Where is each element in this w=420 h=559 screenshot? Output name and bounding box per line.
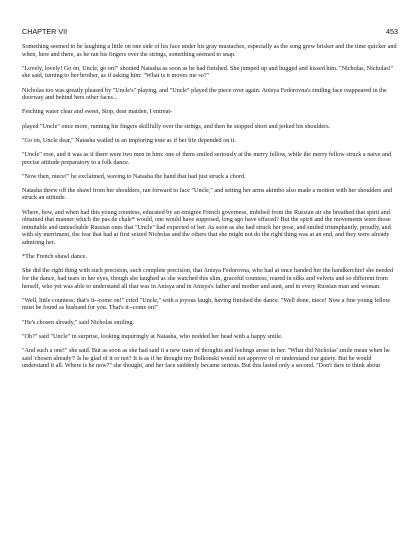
page-number: 453 — [386, 27, 398, 36]
paragraph: "Uncle" rose, and it was as if there were two men in him: one of them smiled seriously at the merry fellow, while the merry fellow struck a naive and precise attitude preparatory to a folk dance. — [22, 150, 392, 166]
paragraph: Natasha threw off the shawl from her shoulders, ran forward to face "Uncle," and setting her arms akimbo also made a motion with her shoulders and struck an attitude. — [22, 186, 393, 202]
book-page — [22, 0, 400, 559]
paragraph: She did the right thing with such precision, such complete precision, that Anisya Fedorovna, who had at once handed her the handkerchief she needed for the dance, had tears in her eyes, though she laughed as she watched this slim, graceful countess, reared in silks and velvets and so different from herself, who yet was able to understand all that was in Anisya and in Anisya's father and mother and aunt, and in every Russian man and woman. — [22, 267, 394, 290]
page-header — [22, 28, 398, 38]
paragraph: "Lovely, lovely! Go on, Uncle, go on!" shouted Natasha as soon as he had finished. She jumped up and hugged and kissed him. "Nicholas, Nicholas!" she said, turning to her brother, as if asking him: "What is it moves me so?" — [22, 64, 394, 80]
footnote: *The French shawl dance. — [22, 253, 87, 261]
paragraph: "Go on, Uncle dear," Natasha wailed in an imploring tone as if her life depended on it. — [22, 136, 236, 144]
paragraph: "He's chosen already," said Nicholas smiling. — [22, 318, 135, 326]
paragraph: "Oh?" said "Uncle" in surprise, looking inquiringly at Natasha, who nodded her head with a happy smile. — [22, 332, 283, 340]
paragraph: "Well, little countess; that's it--come on!" cried "Uncle," with a joyous laugh, having finished the dance. "Well done, niece! Now a fine young fellow must be found as husband for you. That's it--come on!" — [22, 296, 391, 312]
song-line: Fetching water clear and sweet, Stop, dear maiden, I entreat- — [22, 108, 173, 116]
page-body — [22, 43, 398, 376]
paragraph: "Now then, niece!" he exclaimed, waving to Natasha the hand that had just struck a chord. — [22, 172, 246, 180]
chapter-heading: CHAPTER VII — [22, 27, 68, 36]
paragraph: played "Uncle" once more, running his fingers skillfully over the strings, and then he stopped short and jerked his shoulders. — [22, 122, 331, 130]
paragraph: Something seemed to be laughing a little on one side of his face under his gray mustaches, especially as the song grew brisker and the time quicker and when, here and there, as he ran his fingers over the strings, something seemed to snap. — [22, 43, 397, 58]
paragraph: "And such a one!" she said. But as soon as she had said it a new train of thoughts and feelings arose in her. "What did Nicholas' smile mean when he said 'chosen already'? Is he glad of it or not? It is as if he thought my Bolkonski would not approve of or understand our gaiety. But he would understand it all. Where is he now?" she thought, and her face suddenly became serious. But this lasted only a second. "Don't dare to think about — [22, 346, 390, 370]
paragraph: Where, how, and when had this young countess, educated by an emigree French governess, imbibed from the Russian air she breathed that spirit and obtained that manner which the pas de chale* would, one would have supposed, long ago have effaced? But the spirit and the movements were those inimitable and unteachable Russian ones that "Uncle" had expected of her. As soon as she had struck her pose, and smiled triumphantly, proudly, and with sly merriment, the fear that had at first seized Nicholas and the others that she might not do the right thing was at an end, and they were already admiring her. — [22, 208, 391, 247]
paragraph: Nicholas too was greatly pleased by "Uncle's" playing, and "Uncle" played the piece over again. Anisya Fedorovna's smiling face reappeared in the doorway and behind hers other faces... — [22, 86, 387, 102]
